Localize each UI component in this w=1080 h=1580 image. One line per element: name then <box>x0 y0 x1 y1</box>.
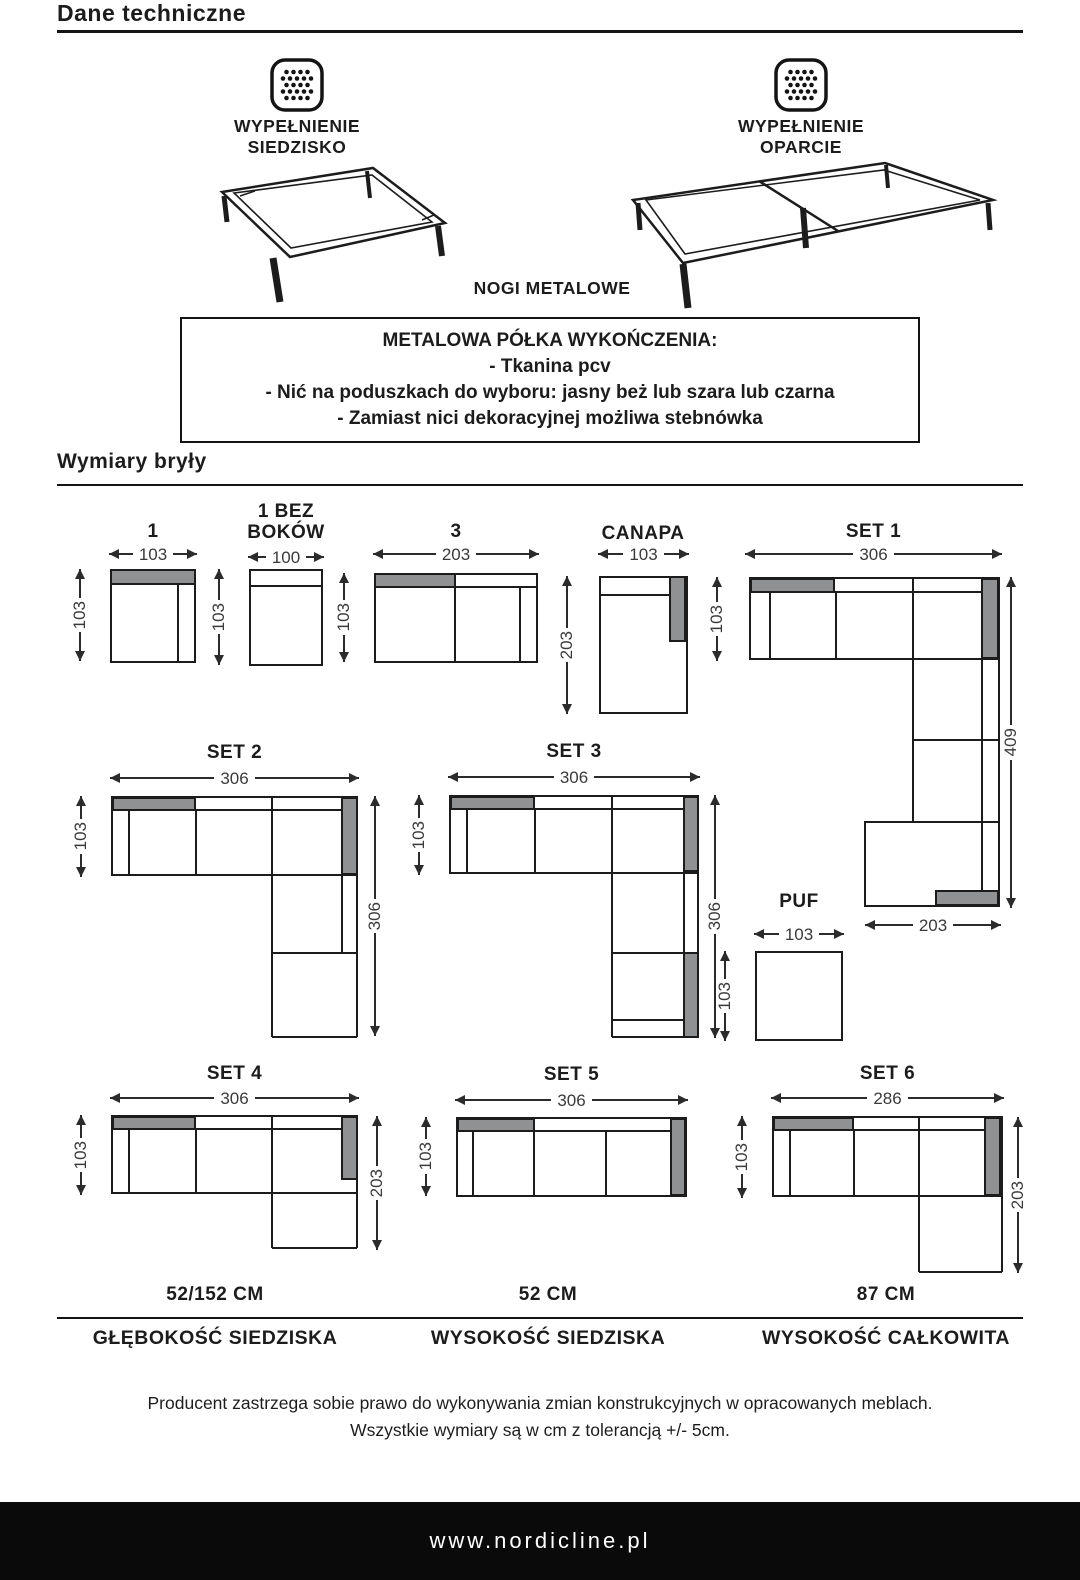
diagram-title-set6: SET 6 <box>859 1063 916 1084</box>
dim-width-set5: 306 <box>455 1091 688 1109</box>
spec-label-total-height: WYSOKOŚĆ CAŁKOWITA <box>761 1327 1011 1349</box>
page-title: Dane techniczne <box>57 0 246 26</box>
dim-width-set2: 306 <box>110 769 359 787</box>
disclaimer <box>0 1390 1080 1444</box>
dim-height-set5: 103 <box>415 1117 437 1196</box>
dim-height-1bb: 103 <box>208 569 230 665</box>
dim-width-3: 203 <box>373 545 539 563</box>
dim-width-set6: 286 <box>771 1089 1004 1107</box>
dim-width-1: 103 <box>109 545 197 563</box>
diagram-shape-1 <box>109 568 197 664</box>
backrest-frame-drawing <box>618 150 1015 315</box>
diagram-title-set5: SET 5 <box>543 1064 600 1085</box>
back-filling-icon <box>773 57 829 113</box>
dim-width-set4: 306 <box>110 1089 359 1107</box>
disclaimer-line: Wszystkie wymiary są w cm z tolerancją +/- 5cm. <box>350 1420 730 1440</box>
diagram-shape-puf <box>754 950 844 1042</box>
dim-total-height-set6: 203 <box>1007 1117 1029 1273</box>
dim-total-height-set4: 203 <box>366 1116 388 1250</box>
dim-total-height-set3: 306 <box>704 795 726 1038</box>
dim-height-set4: 103 <box>70 1115 92 1195</box>
diagram-shape-set5 <box>455 1116 688 1198</box>
section-title: Wymiary bryły <box>57 450 207 473</box>
dim-bottom-width-set1: 203 <box>865 916 1001 934</box>
dim-total-height-set1: 409 <box>1000 577 1022 908</box>
seat-filling-label: WYPEŁNIENIE SIEDZISKO <box>233 116 361 157</box>
info-box-line: - Nić na poduszkach do wyboru: jasny beż lub szara lub czarna <box>265 382 835 403</box>
dim-width-canapa: 103 <box>598 545 689 563</box>
back-filling-label: WYPEŁNIENIE OPARCIE <box>737 116 865 157</box>
dim-height-set3: 103 <box>408 795 430 875</box>
dim-height-puf: 103 <box>714 951 736 1041</box>
dim-width-set1: 306 <box>745 545 1002 563</box>
dim-width-1bb: 100 <box>248 548 324 566</box>
diagram-title-canapa: CANAPA <box>601 523 685 544</box>
diagram-shape-set3 <box>448 794 700 1041</box>
diagram-title-1: 1 <box>147 521 159 542</box>
dim-height-canapa: 203 <box>556 576 578 714</box>
disclaimer-line: Producent zastrzega sobie prawo do wykonywania zmian konstrukcyjnych w opracowanych meblach. <box>147 1393 933 1413</box>
seat-filling-icon <box>269 57 325 113</box>
dim-height-1: 103 <box>69 569 91 661</box>
info-box-line: - Tkanina pcv <box>489 356 611 377</box>
diagram-title-set2: SET 2 <box>206 742 263 763</box>
finishing-info-box <box>180 317 920 443</box>
info-box-title: METALOWA PÓŁKA WYKOŃCZENIA: <box>382 330 718 351</box>
specs-divider <box>57 1317 1023 1319</box>
diagram-title-1bb: 1 BEZ BOKÓW <box>247 501 325 543</box>
diagram-title-set1: SET 1 <box>845 521 902 542</box>
dim-height-set1: 103 <box>706 577 728 661</box>
diagram-title-set4: SET 4 <box>206 1063 263 1084</box>
spec-value-seat-height: 52 CM <box>518 1284 578 1305</box>
diagram-shape-3 <box>373 572 539 664</box>
diagram-shape-set4 <box>110 1114 359 1252</box>
spec-label-seat-depth: GŁĘBOKOŚĆ SIEDZISKA <box>92 1327 338 1349</box>
dim-total-height-set2: 306 <box>364 796 386 1036</box>
dim-height-3: 103 <box>333 573 355 662</box>
dim-height-set2: 103 <box>70 796 92 877</box>
diagram-title-set3: SET 3 <box>546 741 602 762</box>
diagram-shape-set1 <box>748 576 1002 910</box>
diagram-shape-set6 <box>771 1115 1004 1276</box>
dim-width-set3: 306 <box>448 768 700 786</box>
website-url: www.nordicline.pl <box>429 1528 651 1553</box>
dim-height-set6: 103 <box>731 1116 753 1198</box>
dim-width-puf: 103 <box>754 925 844 943</box>
diagram-shape-canapa <box>598 575 689 715</box>
footer-bar <box>0 1502 1080 1580</box>
spec-value-seat-depth: 52/152 CM <box>166 1284 264 1305</box>
info-box-line: - Zamiast nici dekoracyjnej możliwa stebnówka <box>337 408 763 429</box>
spec-label-seat-height: WYSOKOŚĆ SIEDZISKA <box>430 1327 666 1349</box>
spec-value-total-height: 87 CM <box>856 1284 916 1305</box>
header-divider <box>57 30 1023 33</box>
diagram-title-3: 3 <box>450 521 462 542</box>
diagram-shape-1bb <box>248 568 324 667</box>
diagram-title-puf: PUF <box>779 891 819 912</box>
diagram-shape-set2 <box>110 795 359 1040</box>
section-divider <box>57 484 1023 486</box>
metal-legs-label: NOGI METALOWE <box>473 278 631 298</box>
